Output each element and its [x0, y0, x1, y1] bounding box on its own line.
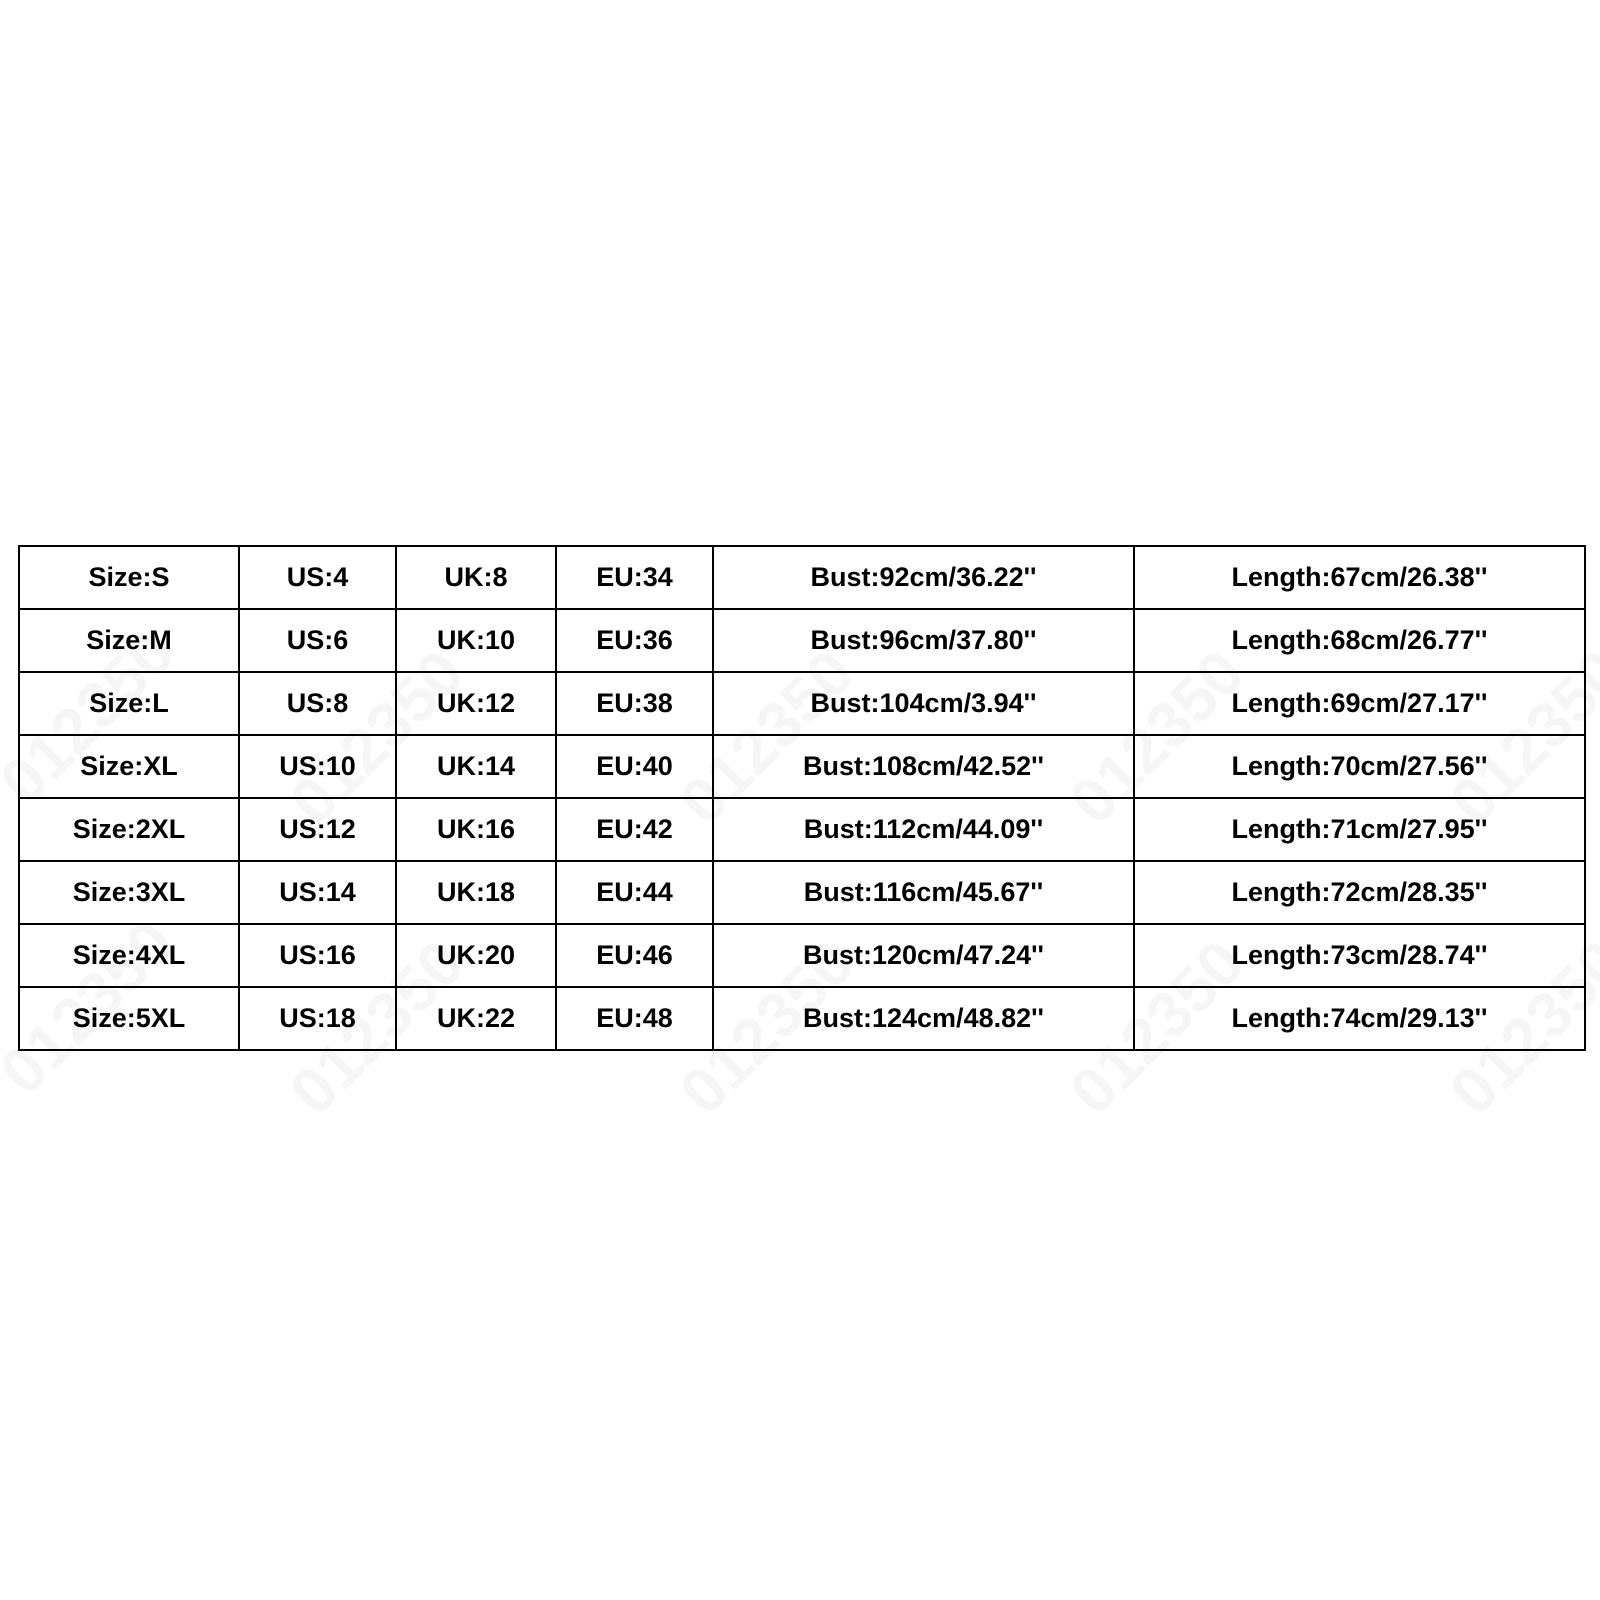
- eu-size-cell: EU:42: [556, 798, 713, 861]
- uk-size-cell: UK:14: [396, 735, 556, 798]
- length-cell: Length:69cm/27.17'': [1134, 672, 1585, 735]
- us-size-cell: US:18: [239, 987, 396, 1050]
- table-row: [19, 987, 1585, 1050]
- table-row: [19, 672, 1585, 735]
- bust-cell: Bust:104cm/3.94'': [713, 672, 1134, 735]
- eu-size-cell: EU:34: [556, 546, 713, 609]
- length-cell: Length:71cm/27.95'': [1134, 798, 1585, 861]
- bust-cell: Bust:120cm/47.24'': [713, 924, 1134, 987]
- eu-size-cell: EU:44: [556, 861, 713, 924]
- bust-cell: Bust:92cm/36.22'': [713, 546, 1134, 609]
- length-cell: Length:68cm/26.77'': [1134, 609, 1585, 672]
- length-cell: Length:74cm/29.13'': [1134, 987, 1585, 1050]
- size-cell: Size:S: [19, 546, 239, 609]
- us-size-cell: US:10: [239, 735, 396, 798]
- eu-size-cell: EU:48: [556, 987, 713, 1050]
- length-cell: Length:72cm/28.35'': [1134, 861, 1585, 924]
- table-row: [19, 924, 1585, 987]
- bust-cell: Bust:96cm/37.80'': [713, 609, 1134, 672]
- bust-cell: Bust:108cm/42.52'': [713, 735, 1134, 798]
- length-cell: Length:73cm/28.74'': [1134, 924, 1585, 987]
- size-cell: Size:XL: [19, 735, 239, 798]
- eu-size-cell: EU:38: [556, 672, 713, 735]
- length-cell: Length:70cm/27.56'': [1134, 735, 1585, 798]
- table-row: [19, 861, 1585, 924]
- bust-cell: Bust:116cm/45.67'': [713, 861, 1134, 924]
- eu-size-cell: EU:36: [556, 609, 713, 672]
- uk-size-cell: UK:20: [396, 924, 556, 987]
- size-cell: Size:M: [19, 609, 239, 672]
- table-row: [19, 798, 1585, 861]
- eu-size-cell: EU:46: [556, 924, 713, 987]
- table-row: [19, 609, 1585, 672]
- size-cell: Size:2XL: [19, 798, 239, 861]
- size-chart-table: [18, 545, 1586, 1051]
- uk-size-cell: UK:12: [396, 672, 556, 735]
- uk-size-cell: UK:22: [396, 987, 556, 1050]
- us-size-cell: US:16: [239, 924, 396, 987]
- uk-size-cell: UK:18: [396, 861, 556, 924]
- size-cell: Size:5XL: [19, 987, 239, 1050]
- uk-size-cell: UK:8: [396, 546, 556, 609]
- uk-size-cell: UK:16: [396, 798, 556, 861]
- uk-size-cell: UK:10: [396, 609, 556, 672]
- size-cell: Size:3XL: [19, 861, 239, 924]
- bust-cell: Bust:112cm/44.09'': [713, 798, 1134, 861]
- table-row: [19, 735, 1585, 798]
- eu-size-cell: EU:40: [556, 735, 713, 798]
- length-cell: Length:67cm/26.38'': [1134, 546, 1585, 609]
- us-size-cell: US:6: [239, 609, 396, 672]
- us-size-cell: US:12: [239, 798, 396, 861]
- us-size-cell: US:8: [239, 672, 396, 735]
- us-size-cell: US:14: [239, 861, 396, 924]
- size-cell: Size:L: [19, 672, 239, 735]
- table-row: [19, 546, 1585, 609]
- bust-cell: Bust:124cm/48.82'': [713, 987, 1134, 1050]
- size-cell: Size:4XL: [19, 924, 239, 987]
- us-size-cell: US:4: [239, 546, 396, 609]
